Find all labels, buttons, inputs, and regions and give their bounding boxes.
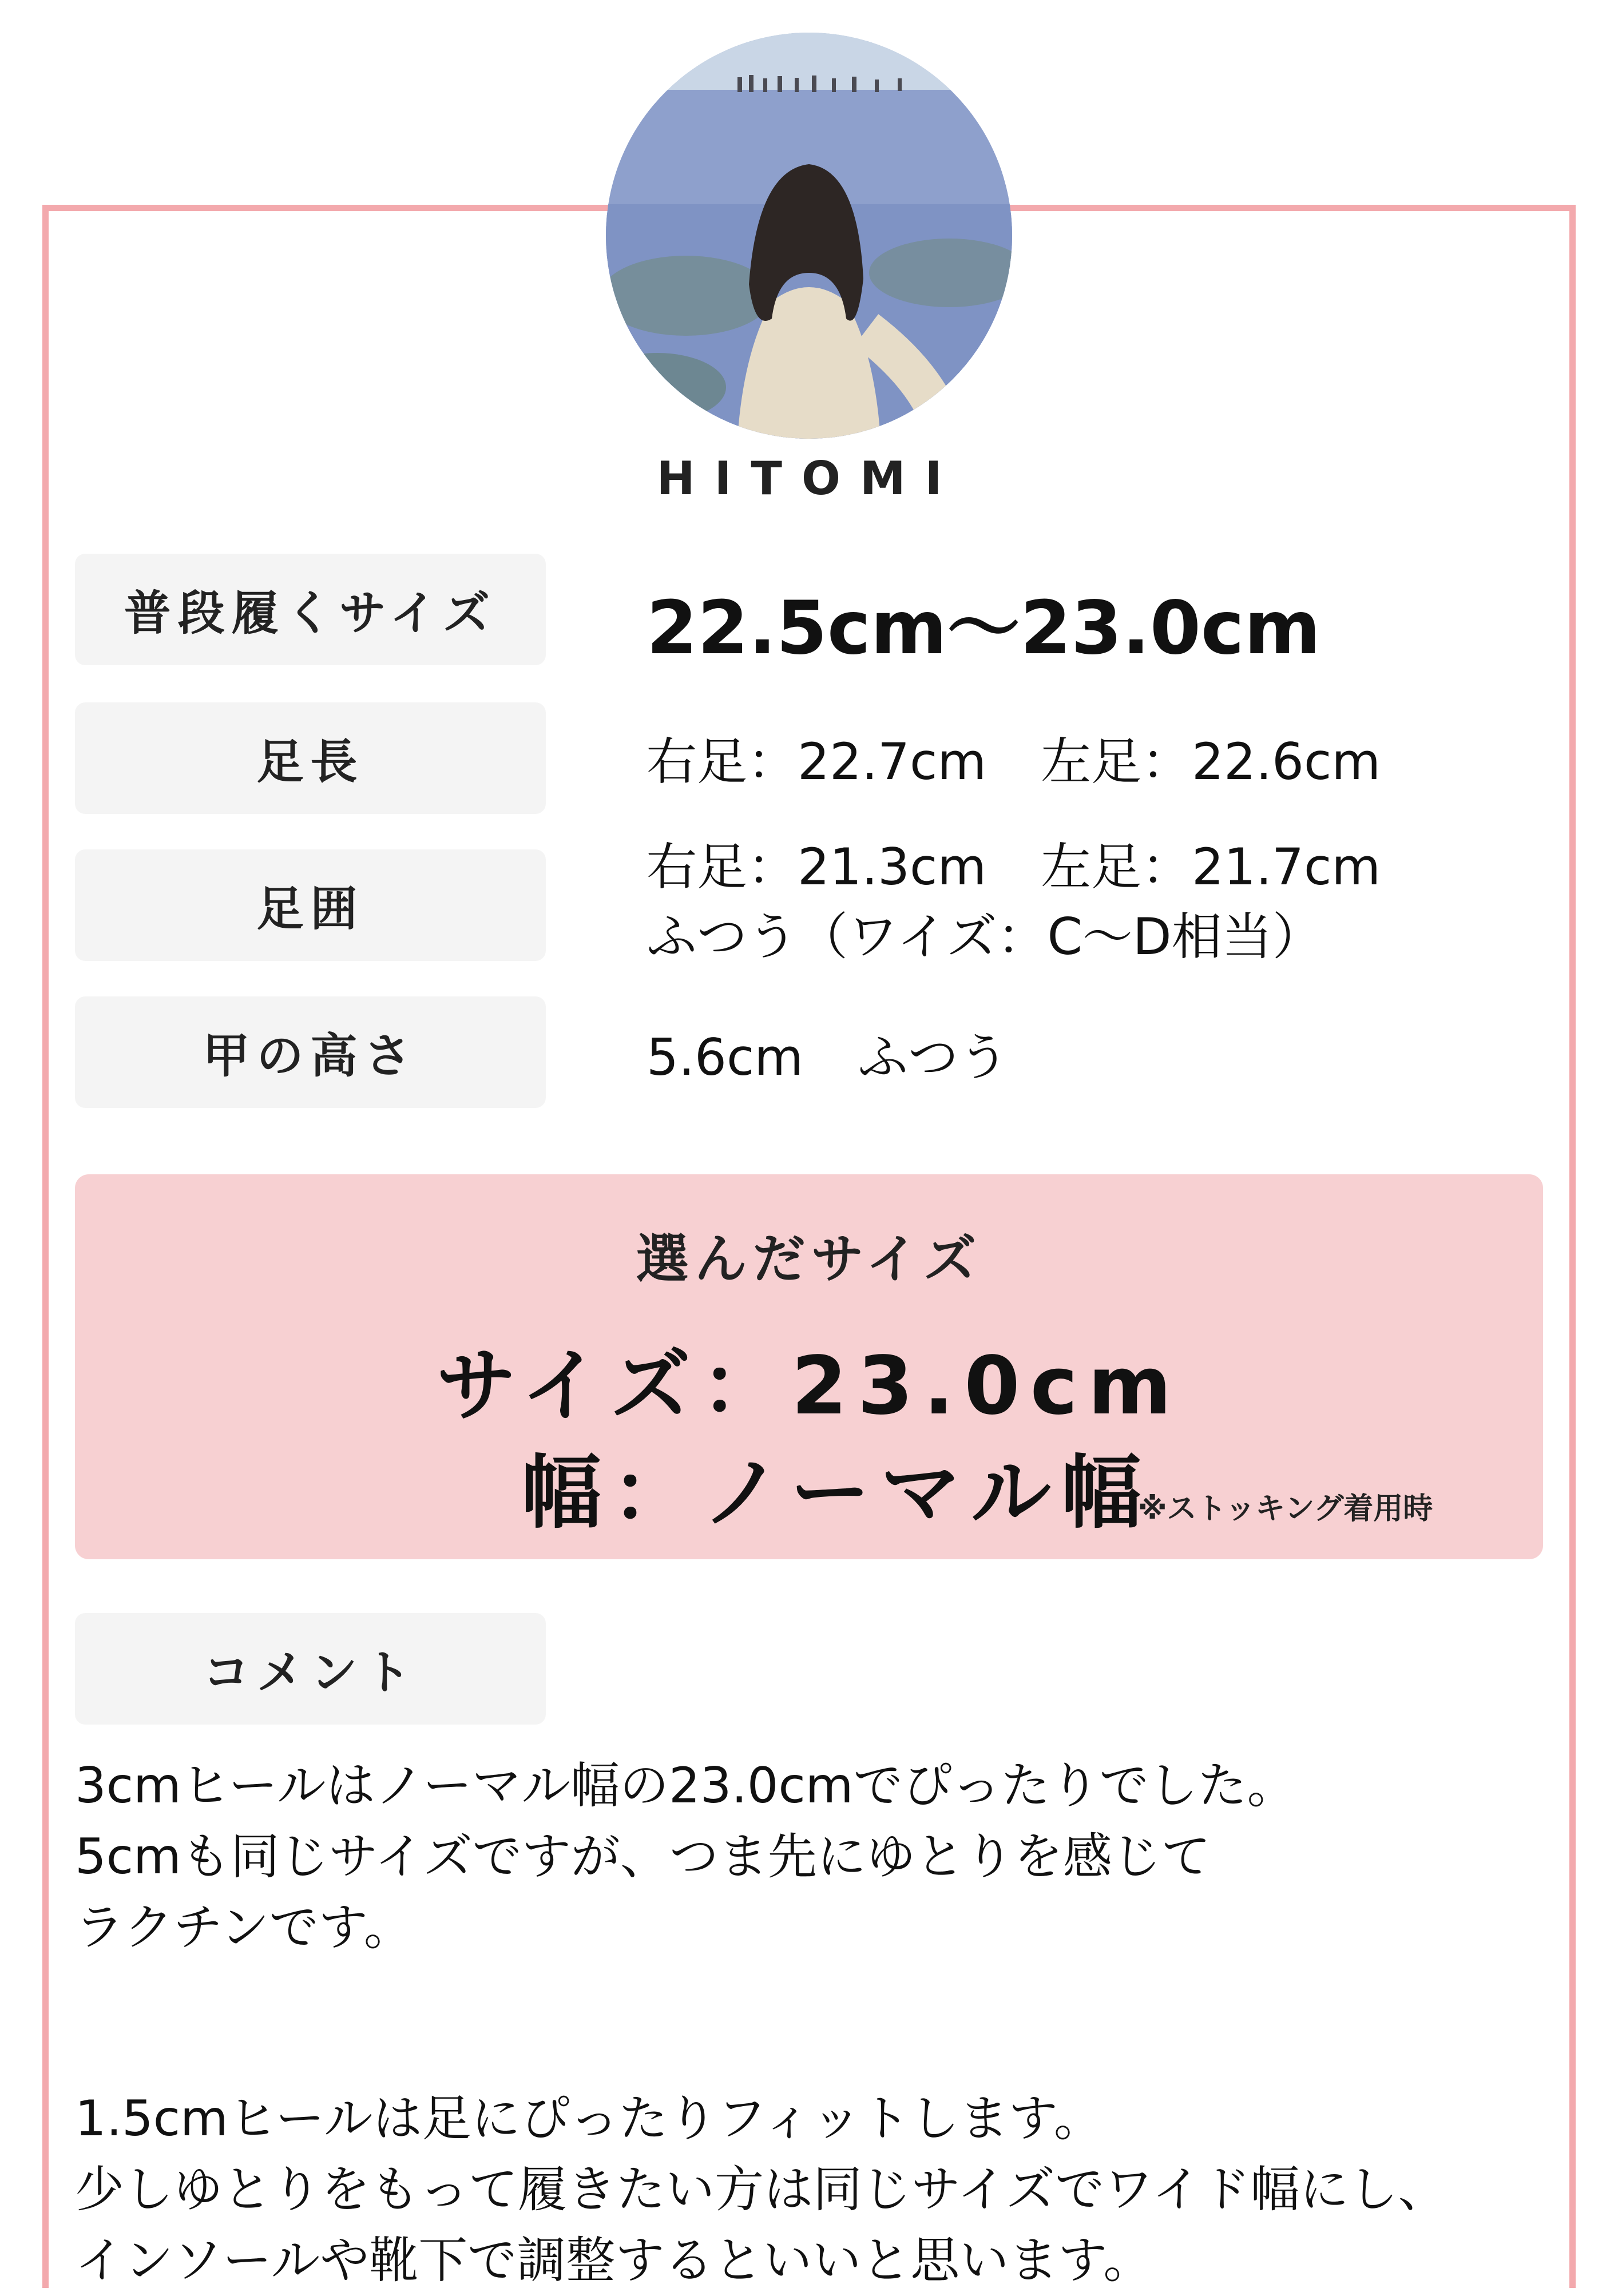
comment-line: 5cmも同じサイズですが、つま先にゆとりを感じて bbox=[75, 1828, 1211, 1885]
comment-line: 少しゆとりをもって履きたい方は同じサイズでワイド幅にし、 bbox=[75, 2161, 1448, 2218]
instep-height-value: 5.6cm bbox=[647, 1028, 804, 1087]
comment-line: インソールや靴下で調整するといいと思います。 bbox=[75, 2232, 1153, 2289]
chosen-width-value: 幅：ノーマル幅 bbox=[521, 1447, 1152, 1540]
value-usual-size: 22.5cm〜23.0cm bbox=[647, 586, 1321, 671]
instep-height-note: ふつう bbox=[858, 1028, 1009, 1087]
label-usual-size: 普段履くサイズ bbox=[75, 554, 546, 665]
value-foot-length bbox=[647, 722, 1381, 794]
label-comment: コメント bbox=[75, 1613, 546, 1725]
avatar bbox=[606, 33, 1012, 439]
chosen-note: ※ストッキング着用時 bbox=[1138, 1492, 1433, 1526]
foot-length-right: 右足：22.7cm bbox=[647, 732, 987, 791]
value-instep-height bbox=[647, 1018, 1009, 1090]
chosen-size-panel bbox=[75, 1174, 1543, 1559]
comment-line: 3cmヒールはノーマル幅の23.0cmでぴったりでした。 bbox=[75, 1757, 1296, 1814]
foot-girth-note: ふつう（ワイズ：C〜D相当） bbox=[647, 907, 1323, 966]
foot-length-left: 左足：22.6cm bbox=[1041, 732, 1381, 791]
foot-girth-left: 左足：21.7cm bbox=[1041, 837, 1381, 896]
label-instep-height: 甲の高さ bbox=[75, 996, 546, 1108]
comment-body bbox=[75, 1750, 1563, 2296]
comment-line: ラクチンです。 bbox=[75, 1899, 413, 1956]
profile-name: HITOMI bbox=[656, 452, 962, 505]
comment-line: 1.5cmヒールは足にぴったりフィットします。 bbox=[75, 2090, 1103, 2147]
chosen-size-heading: 選んだサイズ bbox=[636, 1229, 982, 1290]
value-foot-girth bbox=[647, 832, 1381, 972]
chosen-size-value: サイズ：23.0cm bbox=[436, 1340, 1182, 1433]
foot-girth-right: 右足：21.3cm bbox=[647, 837, 987, 896]
label-foot-length: 足長 bbox=[75, 702, 546, 814]
label-foot-girth: 足囲 bbox=[75, 849, 546, 961]
avatar-photo bbox=[606, 33, 1012, 439]
